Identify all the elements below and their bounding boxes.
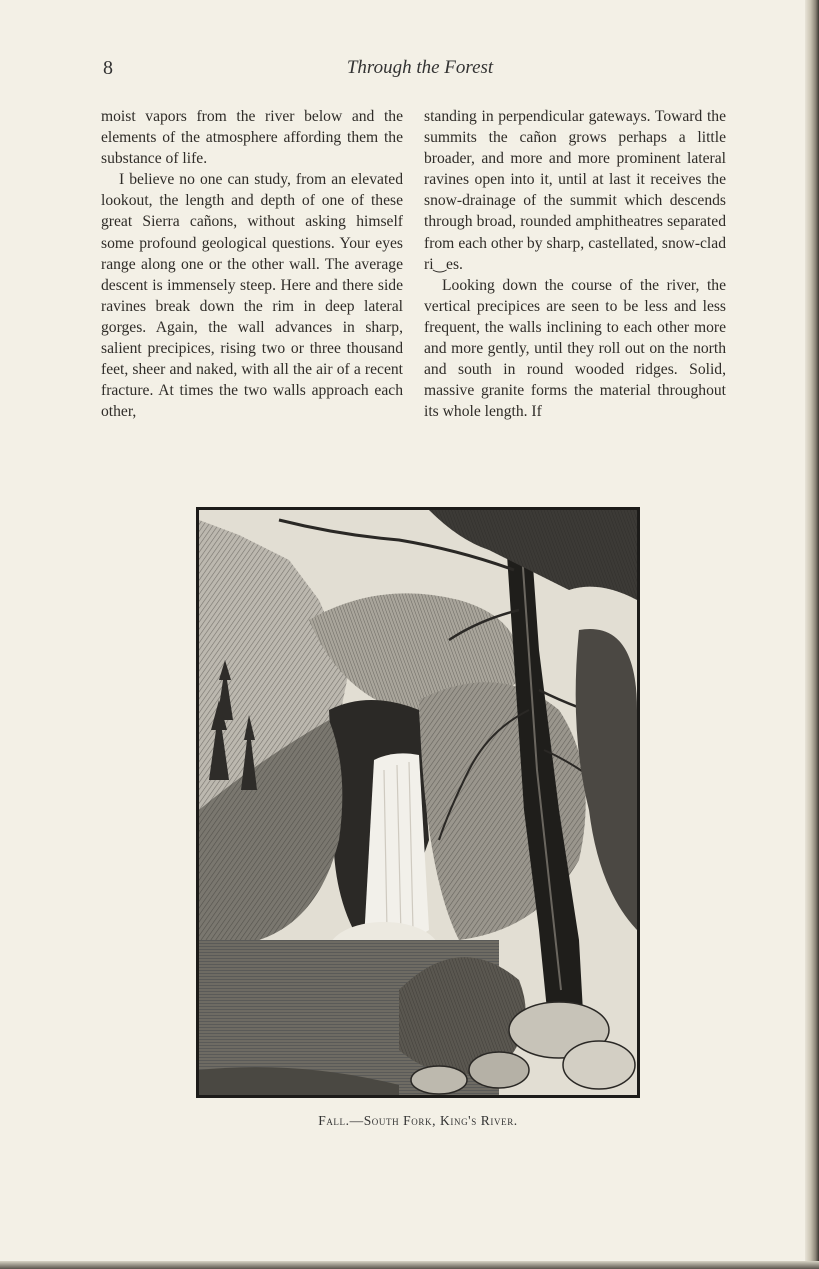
book-spine-shadow bbox=[805, 0, 819, 1269]
waterfall-engraving-image bbox=[199, 510, 637, 1095]
right-text-column bbox=[424, 106, 726, 422]
running-head: Through the Forest bbox=[346, 57, 494, 78]
paragraph: standing in perpendicular gateways. Toward the summits the cañon grows perhaps a little broader, and more and more prominent lateral ravines open into it, until at last it receives the snow-drainage of the summit which descends through broad, rounded amphitheatres separated from each other by sharp, castellated, snow-clad ri‿es. bbox=[424, 108, 726, 273]
paragraph: I believe no one can study, from an elevated lookout, the length and depth of one of these great Sierra cañons, without asking himself some profound geological questions. Your eyes range along one or the other wall. The average descent is immensely steep. Here and there side ravines break down the rim in deep lateral gorges. Again, the wall advances in sharp, salient precipices, rising two or three thousand feet, sheer and naked, with all the air of a recent fracture. At times the two walls approach each other, bbox=[101, 171, 403, 421]
paragraph: Looking down the course of the river, the vertical precipices are seen to be less and less frequent, the walls inclining to each other more and more gently, until they roll out on the north and south in round wooded ridges. Solid, massive granite forms the material throughout its whole length. If bbox=[424, 276, 726, 421]
waterfall-engraving bbox=[196, 507, 640, 1098]
page-number: 8 bbox=[103, 57, 113, 79]
page-bottom-edge bbox=[0, 1261, 819, 1269]
figure-caption: Fall.—South Fork, King's River. bbox=[318, 1113, 518, 1128]
paragraph: moist vapors from the river below and the elements of the atmosphere affording them the substance of life. bbox=[101, 108, 403, 168]
left-text-column bbox=[101, 106, 403, 422]
